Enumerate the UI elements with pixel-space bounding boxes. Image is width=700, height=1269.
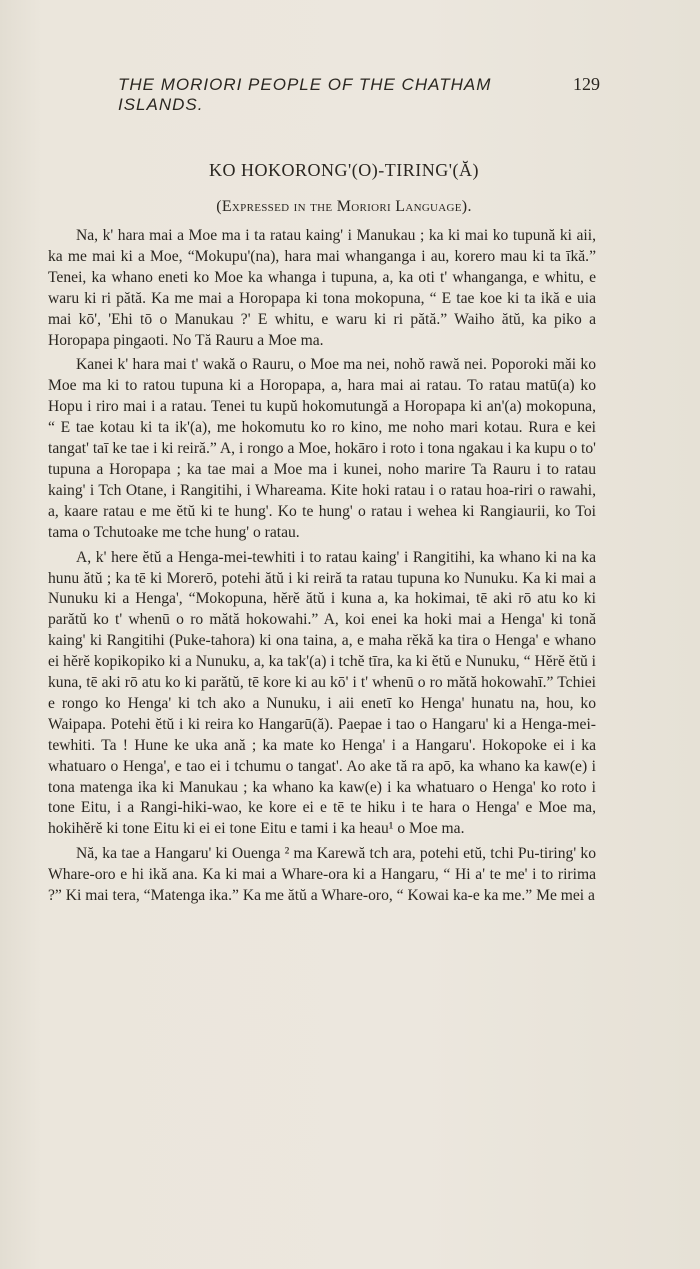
paragraph: A, k' here ĕtŭ a Henga-mei-tewhiti i to ratau kaing' i Rangitihi, ka whano ki na ka hunu ătŭ ; ka tē ki Morerō, potehi ătŭ i ki reiră ta ratau tupuna ko Nunuku. Ka ki mai a Nunuku ki a Henga', “Mokopuna, hĕrĕ ătŭ i kuna a, ka hokimai, tē aki rō atu ko ki parătŭ ko t' whenū o ro mătă hokowahi.” A, koi enei ka hoki mai a Henga' ki tonă kaing' ki Rangitihi (Puke-tahora) ki ona taina, a, e maha rĕkă ka tira o Henga' e whano ei hĕrĕ kopikopiko ki a Nunuku, a, ka tak'(a) i tchĕ tīra, ka ki ĕtŭ e Nunuku, “ Hĕrĕ ĕtŭ i kuna, tē aki rō atu ko ki parătŭ, tē kore ki au kō' i t' whenū o ro mătă hokowahī.” Tchiei e rongo ko Henga' ki tch ako a Nunuku, i aii enetī ko Henga' hunatu na, hou, ko Waipapa. Potehi ĕtŭ i ki reira ko Hangarū(ă). Paepae i tao o Hangaru' ki a Henga-mei-tewhiti. Ta ! Hune ke uka ană ; ka mate ko Henga' i a Hangaru'. Hokopoke ei i ka whatuaro o Henga', e tao ei i tchumu o tangat'. Ao ake tă ra apō, ka whano ka kaw(e) i tona matenga ika ki Manukau ; ka whano ka kaw(e) i ka whatuaro o Henga' ko roto i tone Eitu, i a Rangi-hiki-wao, ke kore ei e tē te hiku i te hara o Henga' e Moe ma, hokihĕrĕ ki tone Eitu ki ei ei tone Eitu e tami i ka heau¹ o Moe ma. bbox=[48, 548, 596, 838]
running-header bbox=[118, 74, 600, 115]
paragraph: Na, k' hara mai a Moe ma i ta ratau kaing' i Manukau ; ka ki mai ko tupună ki aii, ka me mai ki a Moe, “Mokupu'(na), hara mai whanganga i au, korero mau ki ta īkă.” Tenei, ka whano eneti ko Moe ka whanga i tupuna, a, ka oti t' whanganga, e whitu, e waru ki ri pătă. Ka me mai a Horopapa ki tona mokopuna, “ E tae koe ki ta ikă e uia mai kō', 'Ehi tō o Manukau ?' E whitu, e waru ki ri pătă.” Waiho ătŭ, ka piko a Horopapa pingaoti. No Tă Rauru a Moe ma. bbox=[48, 227, 596, 349]
paragraph: Kanei k' hara mai t' wakă o Rauru, o Moe ma nei, nohŏ rawă nei. Poporoki măi ko Moe ma ki to ratou tupuna ki a Horopapa, a, hara mai ai ratau. To ratau matū(a) ko Hopu i riro mai i a ratau. Tenei tu kupŭ hokomutungă a Horopapa ki an'(a) mokopuna, “ E tae kotau ki ta ik'(a), me hokomutu ko ro kino, me noho mari kotau. Rura e kei tangat' taī ke tae i ki reiră.” A, i rongo a Moe, hokāro i roto i tona ngakau i ka kupu o to' tupuna a Horopapa ; ka tae mai a Moe ma i kunei, noho marire Ta Rauru i to ratau kaing' i Tch Otane, i Rangitihi, i Whareama. Kite hoki ratau i o ratau hoa-riri o rawahi, a, kaare ratau e me ĕtŭ ki te hung'. Ko te hung' o ratau i wehea ki Rangiaurii, ko Toi tama o Tchutoake me tche hung' o ratau. bbox=[48, 356, 596, 541]
paragraph: Nă, ka tae a Hangaru' ki Ouenga ² ma Karewă tch ara, potehi etŭ, tchi Pu-tiring' ko Whare-oro e hi ikă ana. Ka ki mai a Whare-ora ki a Hangaru, “ Hi a' te me' i to ririma ?” Ki mai tera, “Matenga ika.” Ka me ătŭ a Whare-oro, “ Kowai ka-e ka me.” Me mei a bbox=[48, 845, 596, 905]
running-title: THE MORIORI PEOPLE OF THE CHATHAM ISLANDS. bbox=[118, 75, 492, 114]
page-number: 129 bbox=[573, 74, 600, 94]
section-subtitle: (Expressed in the Moriori Language). bbox=[216, 198, 472, 215]
body-text bbox=[48, 226, 596, 911]
section-title: KO HOKORONG'(O)-TIRING'(Ă) bbox=[209, 160, 479, 180]
